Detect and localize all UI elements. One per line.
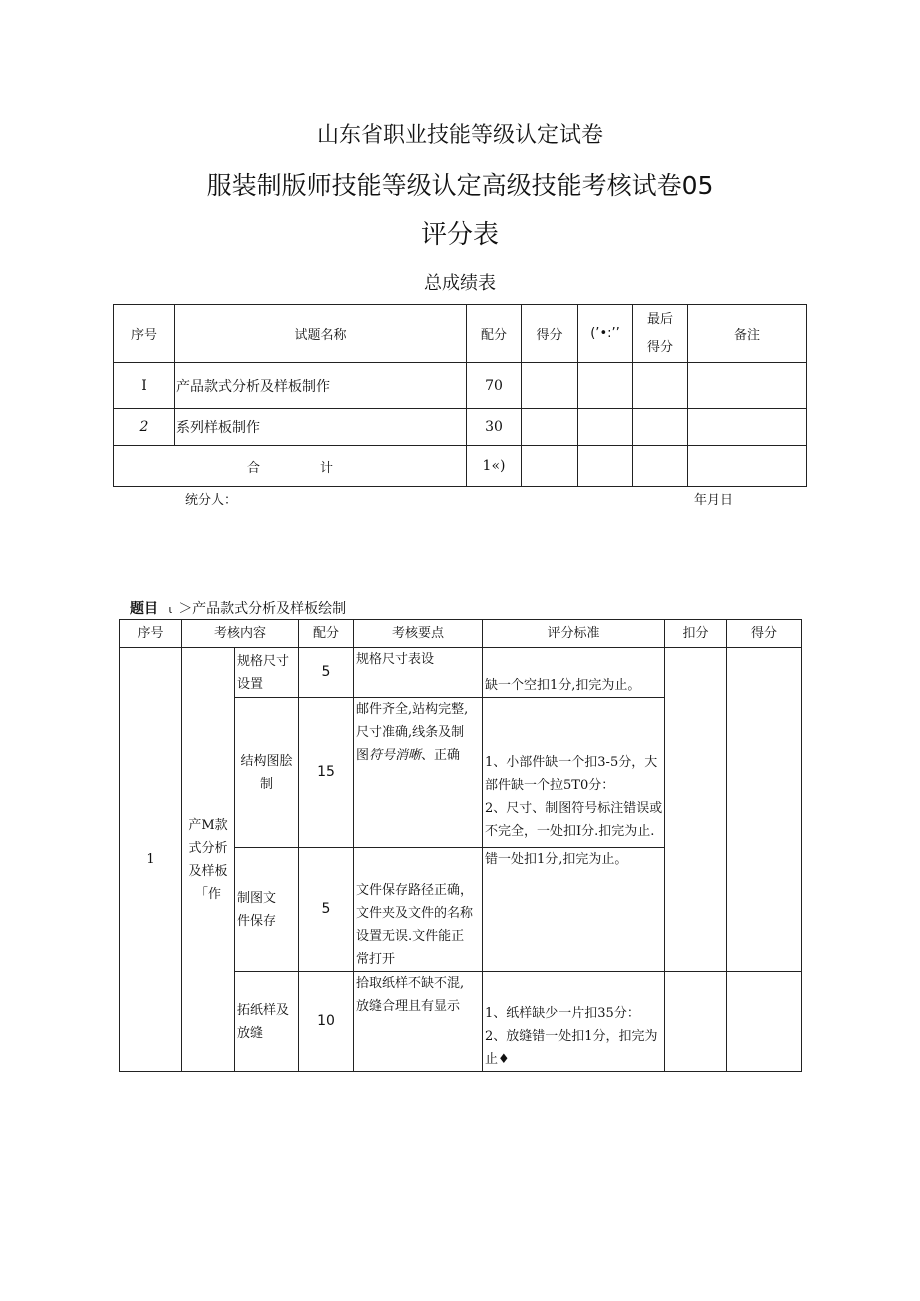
scoring-detail-table bbox=[119, 619, 802, 1072]
item-name bbox=[235, 698, 299, 848]
row-number: 2 bbox=[114, 409, 175, 446]
header-cell: 序号 bbox=[120, 620, 182, 648]
score-cell bbox=[522, 446, 578, 487]
name-line: 结构图脍 bbox=[240, 753, 293, 769]
points-text: 、正确 bbox=[421, 748, 461, 763]
scoring-criteria bbox=[483, 972, 665, 1072]
deduction-cell bbox=[665, 972, 727, 1072]
points-line: 文件保存路径正确， bbox=[356, 883, 474, 898]
item-name: 产品款式分析及样板制作 bbox=[175, 363, 467, 409]
exam-title: 服装制版师技能等级认定高级技能考核试卷05 bbox=[206, 171, 714, 200]
header-cell: 配分 bbox=[467, 305, 522, 363]
score-cell bbox=[727, 972, 802, 1072]
criteria-line: 缺一个空扣1分,扣完为止。 bbox=[485, 678, 641, 693]
score-cell bbox=[727, 648, 802, 972]
section-prefix: 题目 bbox=[130, 601, 158, 617]
header-line: 得分 bbox=[646, 339, 673, 355]
points-line: 常打开 bbox=[356, 952, 396, 967]
header-cell-final-score bbox=[633, 305, 688, 363]
date-label: 年月日 bbox=[694, 493, 734, 508]
scoring-criteria bbox=[483, 698, 665, 848]
name-line: 规格尺寸 bbox=[237, 653, 290, 669]
criteria-line: 2、放缝错一处扣1分，扣完为 bbox=[485, 1029, 658, 1044]
total-label bbox=[114, 446, 467, 487]
total-label-part: 计 bbox=[320, 460, 334, 476]
total-label-part: 合 bbox=[246, 460, 260, 476]
table-row bbox=[114, 409, 807, 446]
category-line: 产M款 bbox=[188, 817, 228, 833]
criteria-line: 不完全，一处扣I分.扣完为止. bbox=[485, 824, 655, 839]
remark-cell bbox=[688, 363, 807, 409]
header-cell: 考核内容 bbox=[182, 620, 299, 648]
item-name: 系列样板制作 bbox=[175, 409, 467, 446]
final-score-cell bbox=[633, 409, 688, 446]
name-line: 放缝 bbox=[237, 1025, 264, 1041]
table-row bbox=[120, 648, 802, 698]
criteria-line: 2、尺寸、制图符号标注错误或 bbox=[485, 801, 663, 816]
name-line: 拓纸样及 bbox=[237, 1002, 290, 1018]
assessment-points bbox=[354, 648, 483, 698]
deduction-cell bbox=[665, 648, 727, 972]
section-number: ι bbox=[168, 603, 173, 616]
summary-table bbox=[113, 304, 807, 487]
name-line: 设置 bbox=[237, 676, 264, 692]
header-cell: 配分 bbox=[299, 620, 354, 648]
section-title bbox=[130, 598, 346, 618]
points-line: 文件夹及文件的名称 bbox=[356, 906, 474, 921]
points-line: 拾取纸样不缺不混, bbox=[356, 976, 465, 991]
points-line: 邮件齐全,站构完整, bbox=[356, 702, 469, 717]
final-score-cell bbox=[633, 446, 688, 487]
deduction-cell bbox=[578, 446, 633, 487]
tallier-label: 统分人： bbox=[185, 493, 238, 508]
item-score: 10 bbox=[299, 972, 354, 1072]
scoring-criteria bbox=[483, 848, 665, 972]
total-score: 1«) bbox=[467, 446, 522, 487]
summary-table-title: 总成绩表 bbox=[424, 273, 496, 294]
remark-cell bbox=[688, 409, 807, 446]
deduction-cell bbox=[578, 363, 633, 409]
category-line: 「作 bbox=[194, 886, 221, 902]
item-name bbox=[235, 648, 299, 698]
criteria-line: 部件缺一个拉5T0分： bbox=[485, 778, 615, 793]
header-cell: 扣分 bbox=[665, 620, 727, 648]
points-line: 放缝合理且有显示 bbox=[356, 999, 461, 1014]
category-line: 及样板 bbox=[188, 863, 228, 879]
total-row bbox=[114, 446, 807, 487]
category-line: 式分析 bbox=[188, 840, 228, 856]
item-name bbox=[235, 972, 299, 1072]
header-cell: (’•:’’ bbox=[578, 305, 633, 363]
name-line: 件保存 bbox=[237, 913, 277, 929]
assessment-points bbox=[354, 698, 483, 848]
header-cell: 序号 bbox=[114, 305, 175, 363]
header-line: 最后 bbox=[646, 311, 673, 327]
scoring-criteria bbox=[483, 648, 665, 698]
criteria-line: 1、小部件缺一个扣3-5分，大 bbox=[485, 755, 658, 770]
header-cell: 备注 bbox=[688, 305, 807, 363]
final-score-cell bbox=[633, 363, 688, 409]
row-number: I bbox=[114, 363, 175, 409]
item-score: 15 bbox=[299, 698, 354, 848]
header-cell: 试题名称 bbox=[175, 305, 467, 363]
criteria-line: 错一处扣1分,扣完为止。 bbox=[485, 852, 628, 867]
header-cell: 得分 bbox=[522, 305, 578, 363]
points-line: 尺寸准确,线条及制 bbox=[356, 725, 465, 740]
name-line: 制 bbox=[260, 776, 274, 792]
table-row bbox=[114, 363, 807, 409]
criteria-line: 止♦ bbox=[485, 1052, 510, 1067]
item-score: 70 bbox=[467, 363, 522, 409]
detail-header-row bbox=[120, 620, 802, 648]
assessment-points bbox=[354, 848, 483, 972]
item-name bbox=[235, 848, 299, 972]
points-text-italic: 符号消晰 bbox=[369, 748, 422, 763]
item-score: 5 bbox=[299, 848, 354, 972]
score-cell bbox=[522, 363, 578, 409]
header-cell: 评分标准 bbox=[483, 620, 665, 648]
header-cell: 考核要点 bbox=[354, 620, 483, 648]
item-score: 30 bbox=[467, 409, 522, 446]
name-line: 制图文 bbox=[237, 890, 277, 906]
points-line bbox=[356, 744, 482, 767]
summary-header-row bbox=[114, 305, 807, 363]
row-number: 1 bbox=[120, 648, 182, 1072]
section-name: ＞产品款式分析及样板绘制 bbox=[178, 601, 347, 617]
remark-cell bbox=[688, 446, 807, 487]
header-cell: 得分 bbox=[727, 620, 802, 648]
assessment-points bbox=[354, 972, 483, 1072]
assessment-category bbox=[182, 648, 235, 1072]
criteria-line: 1、纸样缺少一片扣35分： bbox=[485, 1006, 640, 1021]
points-text: 图 bbox=[356, 748, 370, 763]
item-score: 5 bbox=[299, 648, 354, 698]
score-sheet-title: 评分表 bbox=[420, 220, 499, 250]
points-line: 规格尺寸表设 bbox=[356, 652, 435, 667]
exam-authority-title: 山东省职业技能等级认定试卷 bbox=[316, 123, 603, 148]
score-cell bbox=[522, 409, 578, 446]
points-line: 设置无误.文件能正 bbox=[356, 929, 465, 944]
deduction-cell bbox=[578, 409, 633, 446]
